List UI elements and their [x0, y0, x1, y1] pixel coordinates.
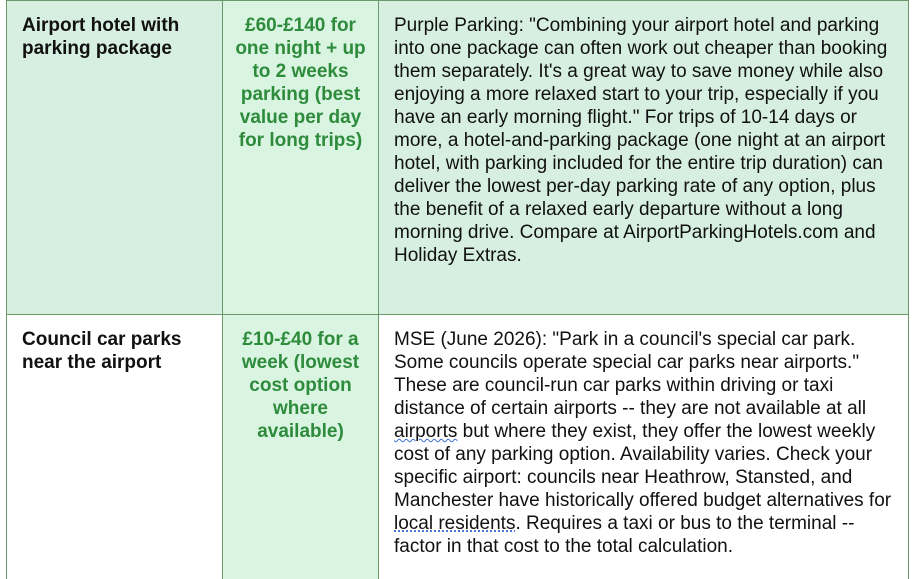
notes-cell	[379, 1, 909, 315]
notes-text: Purple Parking: "Combining your airport hotel and parking into one package can often work out cheaper than booking them separately. It's a great way to save money while also enjoying a more relaxed start to your trip, especially if you have an early morning flight." For trips of 10-14 days or more, a hotel-and-parking package (one night at an airport hotel, with parking included for the entire trip duration) can deliver the lowest per-day parking rate of any option, plus the benefit of a relaxed early departure without a long morning drive. Compare at AirportParkingHotels.com and Holiday Extras.	[394, 15, 888, 266]
option-label: Airport hotel with parking package	[22, 15, 180, 59]
table-row	[7, 315, 909, 579]
notes-text: MSE (June 2026): "Park in a council's special car park. Some councils operate special car parks near airports." These are council-run car parks within driving or taxi distance of certain airports -- they are not available at all	[394, 329, 867, 419]
grammar-flagged-word[interactable]: airports	[394, 421, 458, 442]
option-cell	[7, 1, 223, 315]
notes-cell	[379, 315, 909, 579]
option-cell	[7, 315, 223, 579]
cost-cell	[223, 1, 379, 315]
table-row	[7, 1, 909, 315]
cost-cell	[223, 315, 379, 579]
notes-text: but where they exist, they offer the lowest weekly cost of any parking option. Availability varies. Check your specific airport: councils near Heathrow, Stansted, and Manchester have historically offered budget alternatives for	[394, 421, 892, 511]
cost-label: £10-£40 for a week (lowest cost option where available)	[241, 329, 360, 442]
parking-options-table	[6, 0, 909, 579]
notes-text: . Requires a taxi or bus to the terminal -- factor in that cost to the total calculation.	[394, 513, 855, 557]
cost-label: £60-£140 for one night + up to 2 weeks parking (best value per day for long trips)	[235, 15, 366, 151]
option-label: Council car parks near the airport	[22, 329, 182, 373]
style-flagged-phrase[interactable]: local residents	[394, 513, 516, 534]
